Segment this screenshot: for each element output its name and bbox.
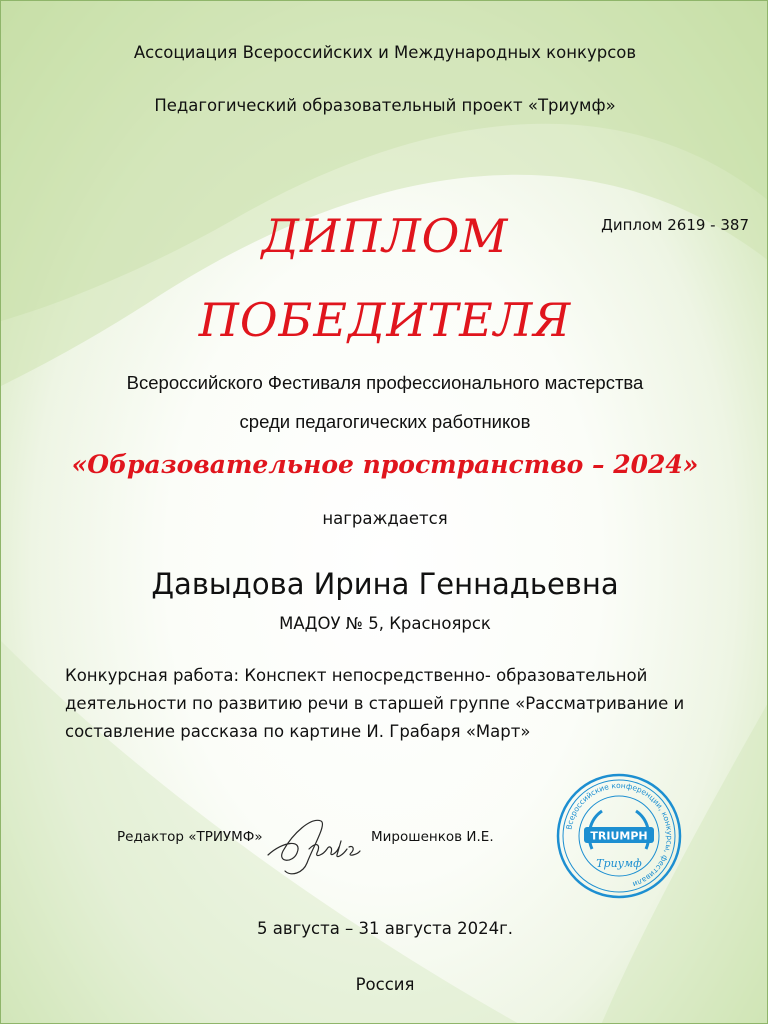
festival-line-1: Всероссийского Фестиваля профессионального мастерства (126, 372, 644, 393)
country: Россия (355, 975, 415, 994)
seal-ring-text: Всероссийские конференции, конкурсы, фестивали (564, 780, 675, 889)
recipient-institution: МАДОУ № 5, Красноярск (279, 614, 491, 633)
signature-image (263, 811, 363, 881)
seal-center-text: TRIUMPH (590, 829, 648, 843)
recipient-name: Давыдова Ирина Геннадьевна (151, 567, 619, 601)
festival-name: «Образовательное пространство – 2024» (71, 450, 699, 479)
competition-work: Конкурсная работа: Конспект непосредственно- образовательной деятельности по развитию речи в старшей группе «Рассматривание и составление рассказа по картине И. Грабаря «Март» (65, 666, 685, 741)
editor-label: Редактор «ТРИУМФ» (117, 829, 263, 845)
triumph-seal (554, 771, 684, 901)
event-dates: 5 августа – 31 августа 2024г. (257, 919, 513, 938)
diploma-number: Диплом 2619 - 387 (601, 216, 749, 234)
editor-name: Мирошенков И.Е. (371, 829, 494, 845)
organization-name: Ассоциация Всероссийских и Международных конкурсов (133, 43, 637, 62)
award-text: награждается (322, 509, 448, 528)
seal-bottom-text: Триумф (596, 857, 642, 870)
festival-line-2: среди педагогических работников (239, 411, 531, 432)
diploma-title: ДИПЛОМ (261, 209, 509, 263)
diploma-subtitle: ПОБЕДИТЕЛЯ (198, 293, 572, 347)
project-name: Педагогический образовательный проект «Триумф» (154, 96, 616, 115)
